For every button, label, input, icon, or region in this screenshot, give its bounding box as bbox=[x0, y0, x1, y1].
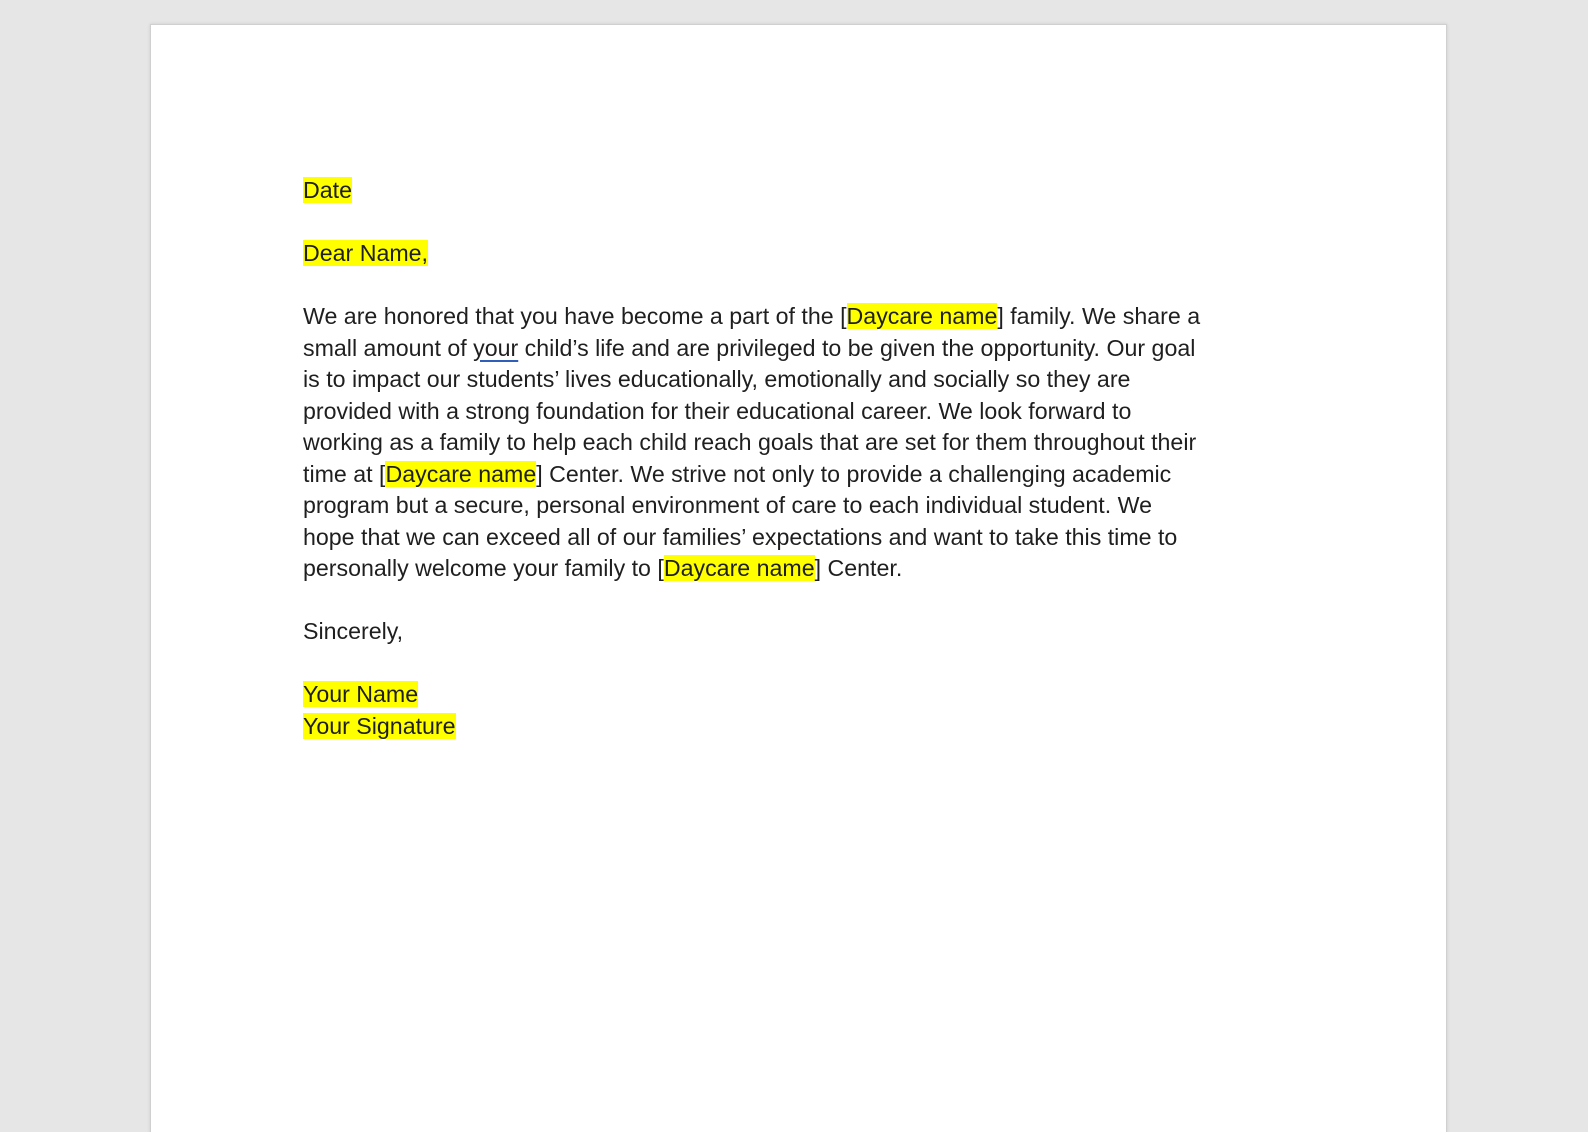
body-line bbox=[303, 459, 1303, 491]
body-line bbox=[303, 553, 1303, 585]
letter-body[interactable] bbox=[303, 175, 1303, 742]
body-text: time at [ bbox=[303, 460, 386, 487]
body-line: program but a secure, personal environment of care to each individual student. We bbox=[303, 492, 1152, 518]
daycare-name-placeholder: Daycare name bbox=[846, 303, 998, 329]
your-name-placeholder: Your Name bbox=[303, 681, 419, 707]
date-placeholder: Date bbox=[303, 177, 352, 203]
body-line bbox=[303, 333, 1303, 365]
body-text: ] Center. We strive not only to provide a challenging academic bbox=[536, 460, 1172, 487]
signature-line bbox=[303, 711, 1303, 743]
daycare-name-placeholder: Daycare name bbox=[663, 555, 815, 581]
your-signature-placeholder: Your Signature bbox=[303, 712, 456, 739]
body-text: We are honored that you have become a part of the [ bbox=[303, 303, 847, 329]
daycare-name-placeholder: Daycare name bbox=[385, 460, 537, 487]
salutation-placeholder: Dear Name, bbox=[303, 240, 428, 266]
body-text: personally welcome your family to [ bbox=[303, 555, 664, 581]
body-text: ] Center. bbox=[814, 555, 903, 581]
date-line bbox=[303, 175, 1303, 207]
body-text: child’s life and are privileged to be given the opportunity. Our goal bbox=[518, 334, 1196, 361]
salutation-line bbox=[303, 238, 1303, 270]
body-text: ] family. We share a bbox=[997, 303, 1201, 329]
body-line: working as a family to help each child reach goals that are set for them throughout their bbox=[303, 429, 1197, 455]
document-page[interactable] bbox=[150, 24, 1447, 1132]
body-text: small amount of bbox=[303, 334, 474, 361]
closing-line: Sincerely, bbox=[303, 618, 404, 644]
name-line bbox=[303, 679, 1303, 711]
body-line: provided with a strong foundation for their educational career. We look forward to bbox=[303, 397, 1132, 424]
body-line: hope that we can exceed all of our families’ expectations and want to take this time to bbox=[303, 523, 1178, 550]
body-line: is to impact our students’ lives educationally, emotionally and socially so they are bbox=[303, 366, 1131, 392]
body-line bbox=[303, 301, 1303, 333]
grammar-flagged-word[interactable]: your bbox=[473, 334, 519, 361]
body-paragraph bbox=[303, 301, 1303, 585]
